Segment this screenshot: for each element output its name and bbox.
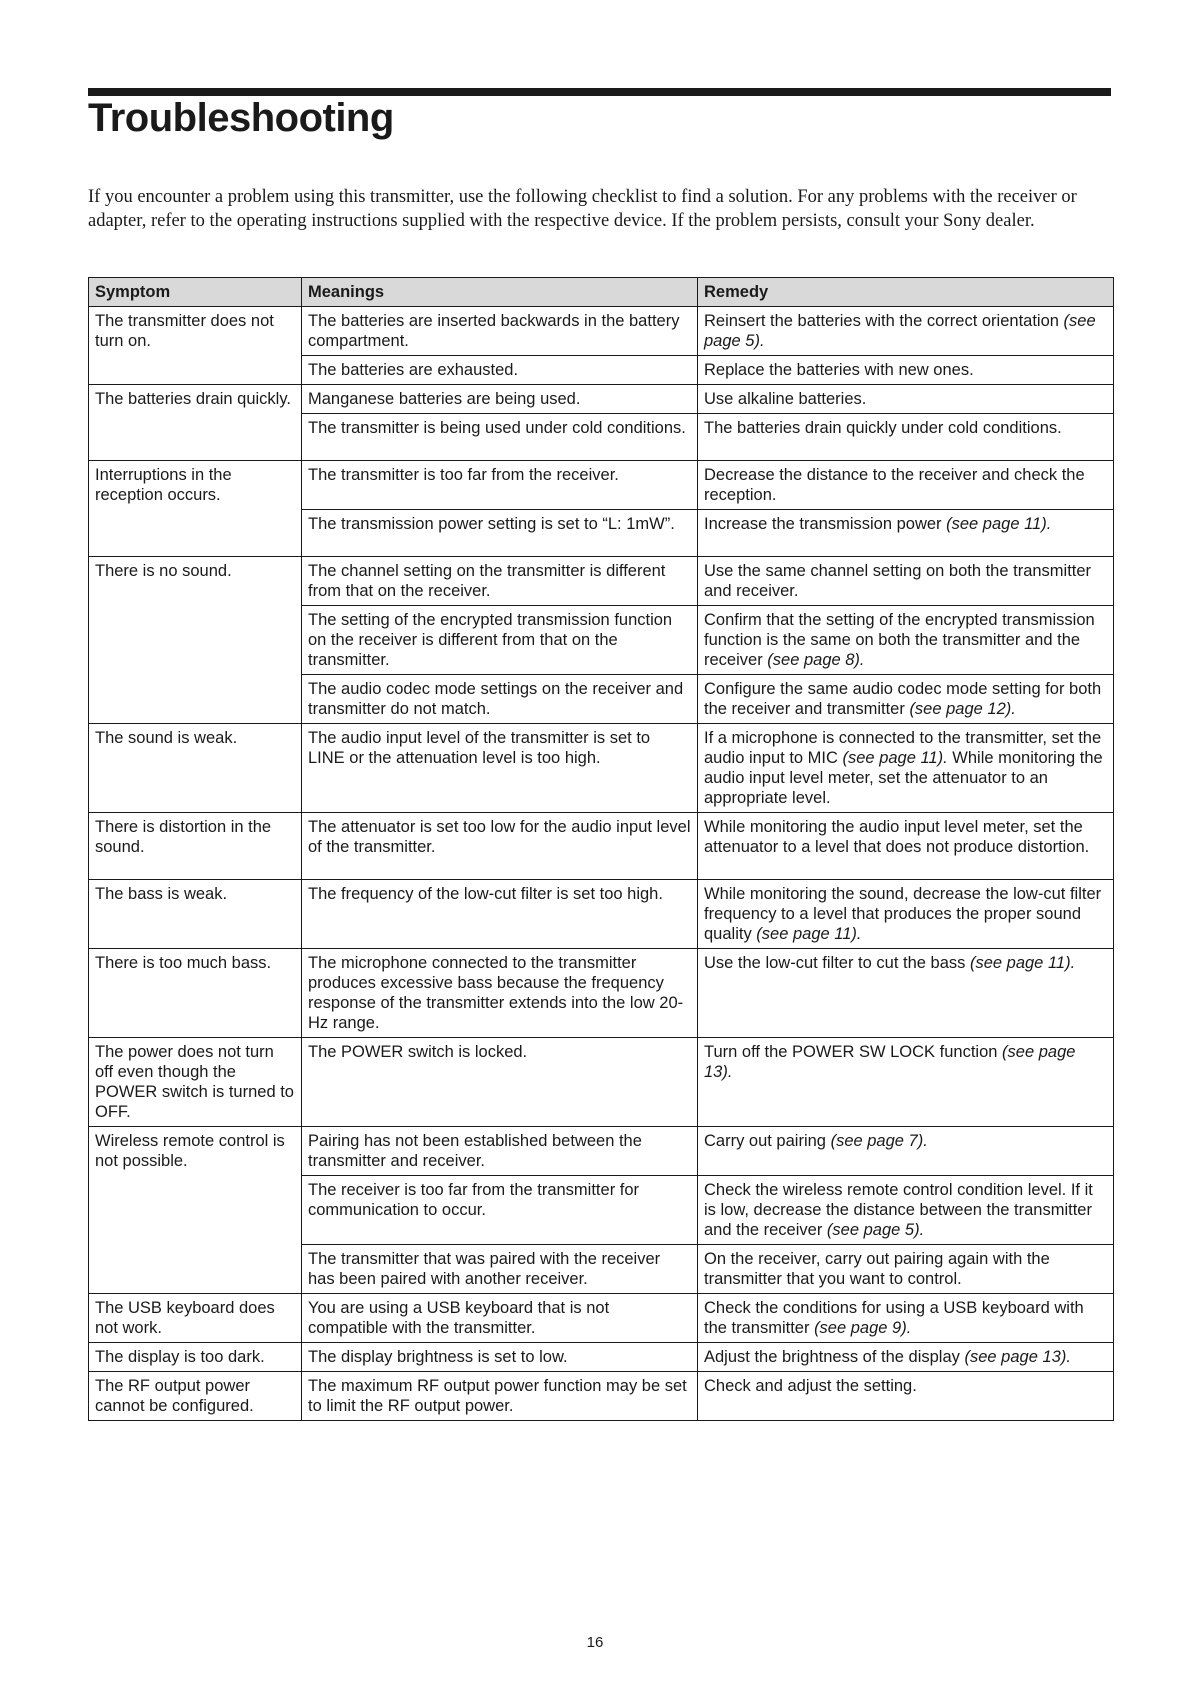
meaning-cell: You are using a USB keyboard that is not compatible with the transmitter. — [302, 1294, 698, 1343]
page-reference: (see page 7). — [830, 1132, 928, 1150]
table-row — [89, 1038, 1114, 1127]
meaning-cell: The batteries are exhausted. — [302, 356, 698, 385]
top-rule — [88, 88, 1111, 96]
page-title: Troubleshooting — [88, 96, 394, 140]
page-reference: (see page 11). — [842, 749, 948, 767]
remedy-text: On the receiver, carry out pairing again with the transmitter that you want to control. — [704, 1250, 1050, 1288]
remedy-cell — [698, 307, 1114, 356]
symptom-cell: There is no sound. — [89, 557, 302, 724]
remedy-text: While monitoring the audio input level meter, set the attenuator to a level that does not produce distortion. — [704, 818, 1090, 856]
remedy-text: Confirm that the setting of the encrypted transmission function is the same on both the transmitter and the receiver — [704, 611, 1095, 669]
table-row — [89, 949, 1114, 1038]
intro-paragraph: If you encounter a problem using this transmitter, use the following checklist to find a solution. For any problems with the receiver or adapter, refer to the operating instructions supplied with the respective device. If the problem persists, consult your Sony dealer. — [88, 187, 1077, 231]
header-meanings: Meanings — [302, 278, 698, 307]
page-reference: (see page 8). — [767, 651, 865, 669]
remedy-cell — [698, 1176, 1114, 1245]
symptom-cell: Wireless remote control is not possible. — [89, 1127, 302, 1294]
page-reference: (see page 12). — [909, 700, 1016, 718]
remedy-text: Reinsert the batteries with the correct orientation — [704, 312, 1059, 330]
remedy-cell — [698, 385, 1114, 414]
remedy-text: Adjust the brightness of the display — [704, 1348, 960, 1366]
remedy-text: Carry out pairing — [704, 1132, 826, 1150]
meaning-cell: The transmitter is too far from the receiver. — [302, 461, 698, 510]
remedy-text: While monitoring the sound, decrease the low-cut filter frequency to a level that produces the proper sound quality — [704, 885, 1102, 943]
remedy-cell — [698, 1245, 1114, 1294]
meaning-cell: The POWER switch is locked. — [302, 1038, 698, 1127]
remedy-text: The batteries drain quickly under cold conditions. — [704, 419, 1062, 437]
remedy-text: Check and adjust the setting. — [704, 1377, 917, 1395]
meaning-cell: The display brightness is set to low. — [302, 1343, 698, 1372]
page-reference: (see page 11). — [946, 515, 1052, 533]
table-row — [89, 1343, 1114, 1372]
remedy-cell — [698, 880, 1114, 949]
remedy-cell — [698, 510, 1114, 557]
table-row — [89, 880, 1114, 949]
remedy-text: Use the same channel setting on both the transmitter and receiver. — [704, 562, 1092, 600]
remedy-cell — [698, 675, 1114, 724]
remedy-cell — [698, 1127, 1114, 1176]
meaning-cell: Pairing has not been established between the transmitter and receiver. — [302, 1127, 698, 1176]
remedy-text: Decrease the distance to the receiver and check the reception. — [704, 466, 1085, 504]
meaning-cell: The transmitter is being used under cold conditions. — [302, 414, 698, 461]
remedy-text: Check the conditions for using a USB keyboard with the transmitter — [704, 1299, 1084, 1337]
header-symptom: Symptom — [89, 278, 302, 307]
page-reference: (see page 11). — [969, 954, 1076, 972]
remedy-cell — [698, 949, 1114, 1038]
remedy-text: If a microphone is connected to the transmitter, set the audio input to MIC — [704, 729, 1102, 767]
header-remedy: Remedy — [698, 278, 1114, 307]
symptom-cell: The sound is weak. — [89, 724, 302, 813]
page-reference: (see page 13). — [704, 1043, 1076, 1081]
remedy-cell — [698, 1343, 1114, 1372]
symptom-cell: The bass is weak. — [89, 880, 302, 949]
meaning-cell: The batteries are inserted backwards in the battery compartment. — [302, 307, 698, 356]
table-header-row — [89, 278, 1114, 307]
remedy-cell — [698, 606, 1114, 675]
page-reference: (see page 5). — [826, 1221, 925, 1239]
meaning-cell: The frequency of the low-cut filter is set too high. — [302, 880, 698, 949]
table-row — [89, 385, 1114, 414]
table-row — [89, 724, 1114, 813]
symptom-cell: There is distortion in the sound. — [89, 813, 302, 880]
page-reference: (see page 13). — [964, 1348, 1071, 1366]
remedy-text: Replace the batteries with new ones. — [704, 361, 974, 379]
remedy-text: Configure the same audio codec mode setting for both the receiver and transmitter — [704, 680, 1102, 718]
table-row — [89, 1127, 1114, 1176]
meaning-cell: The channel setting on the transmitter is different from that on the receiver. — [302, 557, 698, 606]
remedy-cell — [698, 1038, 1114, 1127]
remedy-cell — [698, 813, 1114, 880]
symptom-cell: Interruptions in the reception occurs. — [89, 461, 302, 557]
symptom-cell: The transmitter does not turn on. — [89, 307, 302, 385]
symptom-cell: The USB keyboard does not work. — [89, 1294, 302, 1343]
table-row — [89, 461, 1114, 510]
meaning-cell: The transmission power setting is set to “L: 1mW”. — [302, 510, 698, 557]
page-number: 16 — [586, 1634, 604, 1651]
remedy-cell — [698, 461, 1114, 510]
meaning-cell: The transmitter that was paired with the receiver has been paired with another receiver. — [302, 1245, 698, 1294]
remedy-cell — [698, 1372, 1114, 1421]
remedy-text: Use alkaline batteries. — [704, 390, 867, 408]
remedy-text: Use the low-cut filter to cut the bass — [704, 954, 966, 972]
table-body — [89, 307, 1114, 1421]
symptom-cell: The RF output power cannot be configured. — [89, 1372, 302, 1421]
meaning-cell: The maximum RF output power function may be set to limit the RF output power. — [302, 1372, 698, 1421]
symptom-cell: The batteries drain quickly. — [89, 385, 302, 461]
table-row — [89, 1372, 1114, 1421]
page-reference: (see page 5). — [704, 312, 1096, 350]
remedy-text: Check the wireless remote control condition level. If it is low, decrease the distance between the transmitter and the receiver — [704, 1181, 1093, 1239]
page-reference: (see page 11). — [756, 925, 862, 943]
remedy-cell — [698, 724, 1114, 813]
page-reference: (see page 9). — [814, 1319, 912, 1337]
meaning-cell: The audio input level of the transmitter is set to LINE or the attenuation level is too high. — [302, 724, 698, 813]
symptom-cell: The display is too dark. — [89, 1343, 302, 1372]
troubleshooting-table — [88, 277, 1114, 1421]
remedy-text: Turn off the POWER SW LOCK function — [704, 1043, 998, 1061]
table-row — [89, 557, 1114, 606]
remedy-cell — [698, 557, 1114, 606]
meaning-cell: The audio codec mode settings on the receiver and transmitter do not match. — [302, 675, 698, 724]
table-row — [89, 813, 1114, 880]
meaning-cell: The microphone connected to the transmitter produces excessive bass because the frequency response of the transmitter extends into the low 20-Hz range. — [302, 949, 698, 1038]
meaning-cell: The setting of the encrypted transmission function on the receiver is different from that on the transmitter. — [302, 606, 698, 675]
table-row — [89, 1294, 1114, 1343]
meaning-cell: The attenuator is set too low for the audio input level of the transmitter. — [302, 813, 698, 880]
meaning-cell: Manganese batteries are being used. — [302, 385, 698, 414]
symptom-cell: The power does not turn off even though the POWER switch is turned to OFF. — [89, 1038, 302, 1127]
remedy-text-continued: While monitoring the audio input level meter, set the attenuator to an appropriate level. — [704, 749, 1103, 807]
symptom-cell: There is too much bass. — [89, 949, 302, 1038]
remedy-text: Increase the transmission power — [704, 515, 942, 533]
remedy-cell — [698, 414, 1114, 461]
remedy-cell — [698, 1294, 1114, 1343]
meaning-cell: The receiver is too far from the transmitter for communication to occur. — [302, 1176, 698, 1245]
remedy-cell — [698, 356, 1114, 385]
table-row — [89, 307, 1114, 356]
